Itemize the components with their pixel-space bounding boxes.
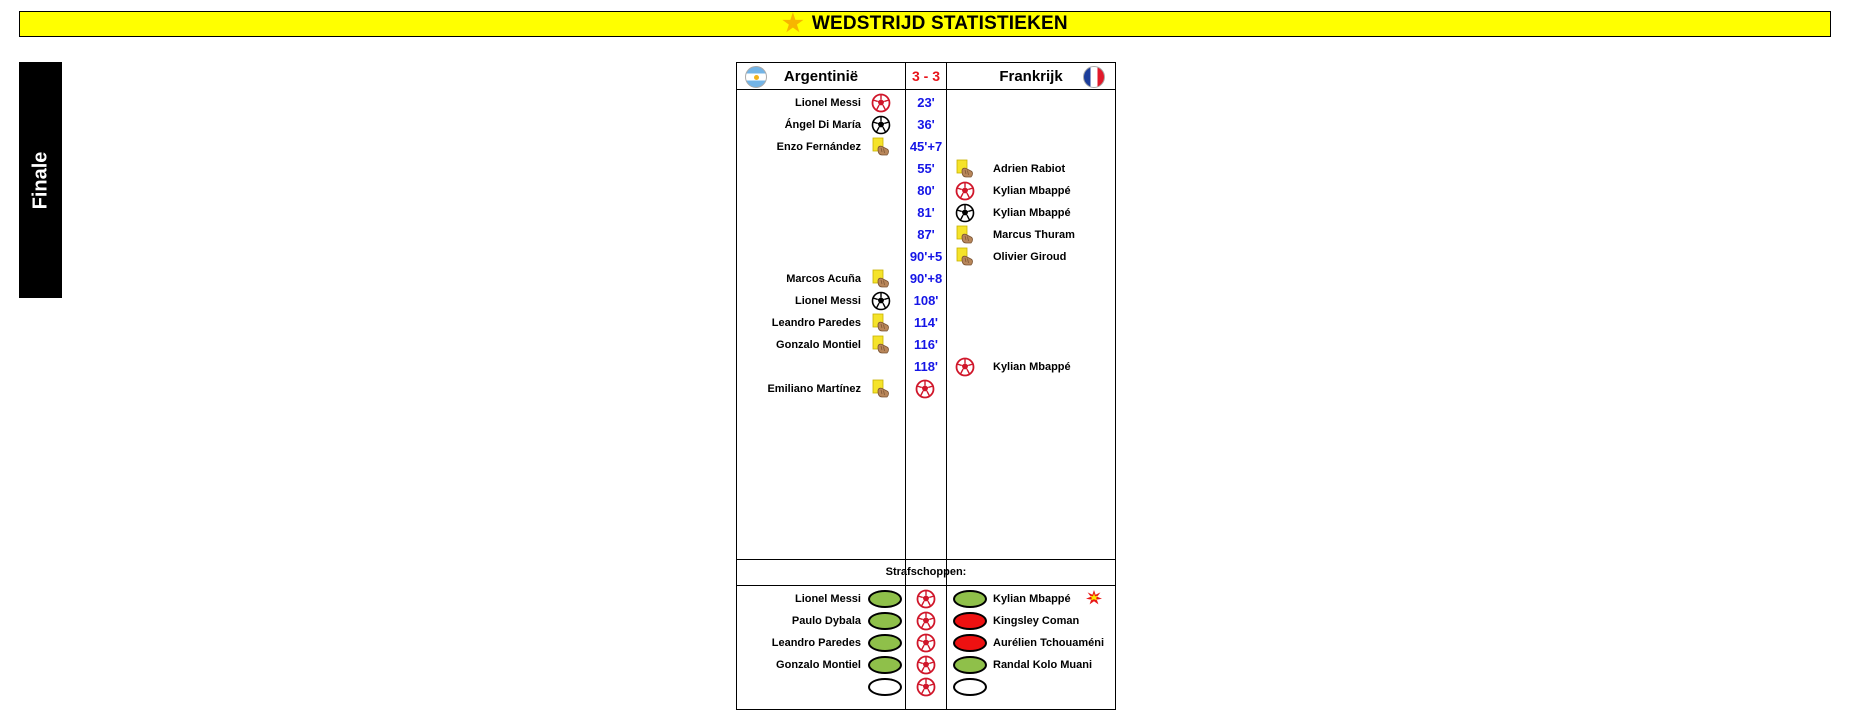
away-player-name: Kylian Mbappé bbox=[993, 361, 1071, 373]
event-minute: 36' bbox=[917, 117, 935, 132]
away-penalty-result-missed bbox=[953, 634, 987, 652]
home-team-name: Argentinië bbox=[783, 67, 859, 85]
home-penalty-taker: Paulo Dybala bbox=[791, 615, 861, 627]
star-icon: ★ bbox=[782, 10, 804, 37]
page-title: WEDSTRIJD STATISTIEKEN bbox=[811, 13, 1068, 34]
away-penalty-taker: Kylian Mbappé bbox=[993, 593, 1071, 605]
away-penalty-result-empty bbox=[953, 678, 987, 696]
round-label: Finale bbox=[29, 151, 52, 209]
yellow-card-icon bbox=[871, 269, 891, 289]
away-player-name: Marcus Thuram bbox=[993, 229, 1075, 241]
france-flag-icon bbox=[1083, 66, 1105, 88]
event-minute: 90'+5 bbox=[909, 249, 943, 264]
away-player-name: Adrien Rabiot bbox=[993, 163, 1066, 175]
home-player-name: Leandro Paredes bbox=[771, 317, 861, 329]
home-player-name: Gonzalo Montiel bbox=[776, 339, 861, 351]
yellow-card-icon bbox=[871, 335, 891, 355]
event-minute: 23' bbox=[917, 95, 935, 110]
home-penalty-taker: Lionel Messi bbox=[794, 593, 861, 605]
goal-icon bbox=[955, 203, 975, 223]
home-penalty-result-scored bbox=[868, 612, 902, 630]
yellow-card-icon bbox=[955, 225, 975, 245]
burst-icon bbox=[1086, 590, 1102, 606]
event-minute: 118' bbox=[913, 359, 939, 374]
event-minute: 80' bbox=[917, 183, 935, 198]
home-player-name: Marcos Acuña bbox=[786, 273, 861, 285]
home-penalty-taker: Leandro Paredes bbox=[771, 637, 861, 649]
home-penalty-result-scored bbox=[868, 656, 902, 674]
side-tab-label bbox=[19, 62, 62, 298]
event-minute: 45'+7 bbox=[909, 139, 943, 154]
home-player-name: Lionel Messi bbox=[794, 295, 861, 307]
away-penalty-result-scored bbox=[953, 656, 987, 674]
event-minute: 114' bbox=[913, 315, 939, 330]
away-penalty-taker: Randal Kolo Muani bbox=[993, 659, 1092, 671]
away-penalty-result-scored bbox=[953, 590, 987, 608]
yellow-card-icon bbox=[871, 137, 891, 157]
penalty-ball-icon bbox=[916, 633, 936, 653]
event-minute: 116' bbox=[913, 337, 939, 352]
title-bar bbox=[19, 11, 1831, 37]
home-player-name: Emiliano Martínez bbox=[767, 383, 861, 395]
penalties-heading: Strafschoppen: bbox=[885, 566, 967, 578]
match-stats-panel bbox=[736, 62, 1116, 710]
yellow-card-icon bbox=[871, 313, 891, 333]
away-penalty-taker: Kingsley Coman bbox=[993, 615, 1080, 627]
match-score: 3 - 3 bbox=[911, 68, 940, 84]
goal-icon bbox=[871, 115, 891, 135]
yellow-card-icon bbox=[955, 159, 975, 179]
yellow-card-icon bbox=[955, 247, 975, 267]
yellow-card-icon bbox=[871, 379, 891, 399]
penalty-goal-icon bbox=[871, 93, 891, 113]
penalty-goal-icon bbox=[915, 379, 935, 399]
event-minute: 108' bbox=[913, 293, 939, 308]
home-penalty-taker: Gonzalo Montiel bbox=[776, 659, 861, 671]
home-penalty-result-empty bbox=[868, 678, 902, 696]
home-player-name: Ángel Di María bbox=[784, 119, 861, 131]
penalty-goal-icon bbox=[955, 357, 975, 377]
home-penalty-result-scored bbox=[868, 634, 902, 652]
home-player-name: Lionel Messi bbox=[794, 97, 861, 109]
event-minute: 81' bbox=[917, 205, 935, 220]
home-player-name: Enzo Fernández bbox=[776, 141, 861, 153]
home-penalty-result-scored bbox=[868, 590, 902, 608]
away-penalty-result-missed bbox=[953, 612, 987, 630]
event-row bbox=[737, 376, 1115, 402]
event-minute: 87' bbox=[917, 227, 935, 242]
away-player-name: Kylian Mbappé bbox=[993, 185, 1071, 197]
penalty-ball-icon bbox=[916, 611, 936, 631]
penalty-ball-icon bbox=[916, 677, 936, 697]
goal-icon bbox=[871, 291, 891, 311]
penalty-goal-icon bbox=[955, 181, 975, 201]
penalty-row bbox=[737, 674, 1115, 700]
away-player-name: Kylian Mbappé bbox=[993, 207, 1071, 219]
away-player-name: Olivier Giroud bbox=[993, 251, 1067, 263]
penalty-ball-icon bbox=[916, 589, 936, 609]
away-penalty-taker: Aurélien Tchouaméni bbox=[993, 637, 1105, 649]
event-minute: 90'+8 bbox=[909, 271, 943, 286]
event-minute: 55' bbox=[917, 161, 935, 176]
away-team-name: Frankrijk bbox=[999, 67, 1063, 85]
penalty-ball-icon bbox=[916, 655, 936, 675]
